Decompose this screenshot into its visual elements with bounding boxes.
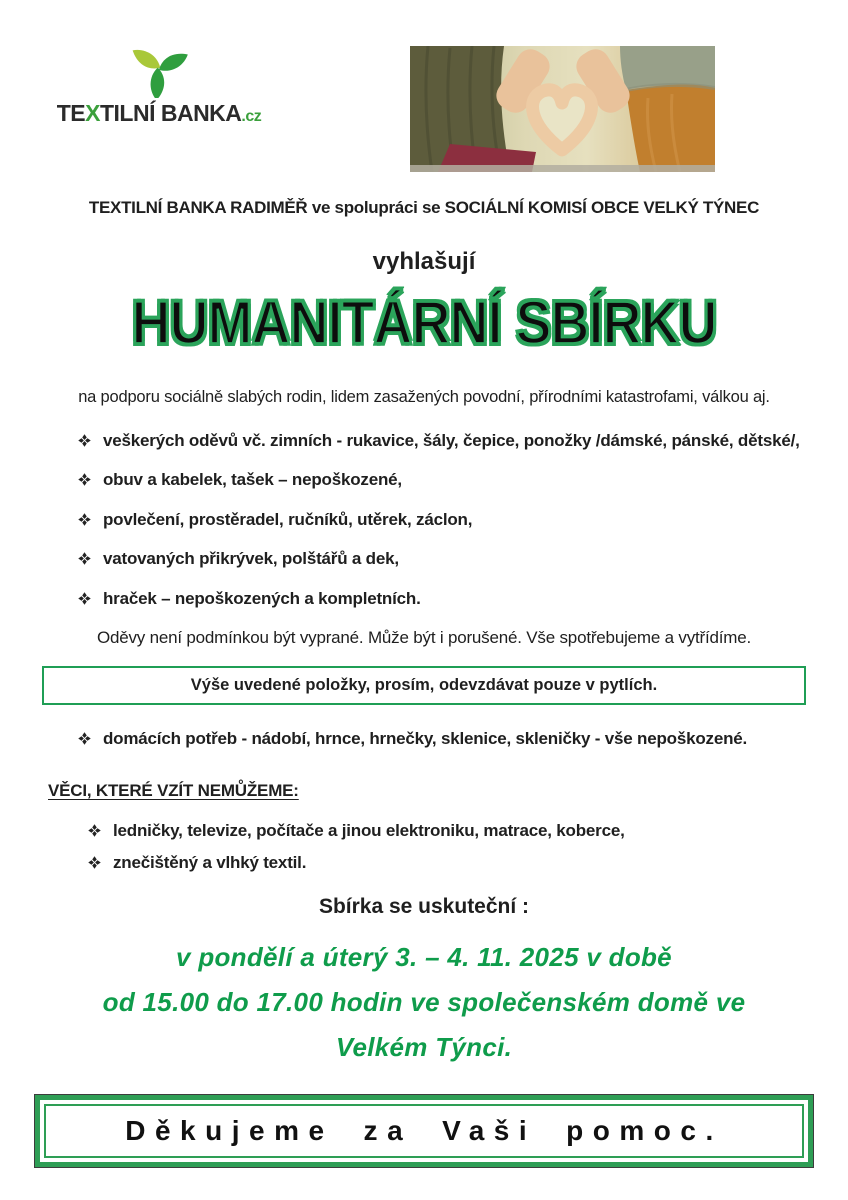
list-item xyxy=(78,470,800,490)
diamond-bullet-icon xyxy=(88,856,101,869)
schedule-block xyxy=(0,935,848,1070)
diamond-bullet-icon xyxy=(78,732,91,745)
list-item xyxy=(88,853,800,873)
list-item-text: obuv a kabelek, tašek – nepoškozené, xyxy=(103,470,402,490)
list-item xyxy=(78,431,800,451)
list-item-text: ledničky, televize, počítače a jinou elektroniku, matrace, koberce, xyxy=(113,821,625,841)
diamond-bullet-icon xyxy=(78,434,91,447)
thanks-box xyxy=(34,1094,814,1168)
purpose-line: na podporu sociálně slabých rodin, lidem zasažených povodní, přírodními katastrofami, válkou aj. xyxy=(78,388,770,406)
header xyxy=(0,0,848,186)
list-item xyxy=(78,510,800,530)
logo-text-post: TILNÍ BANKA xyxy=(99,100,242,126)
diamond-bullet-icon xyxy=(78,513,91,526)
cannot-take-list xyxy=(88,821,800,873)
household-list xyxy=(78,729,800,749)
list-item xyxy=(88,821,800,841)
hands-forming-heart-photo xyxy=(410,46,715,172)
schedule-line-1: v pondělí a úterý 3. – 4. 11. 2025 v době xyxy=(176,942,672,973)
diamond-bullet-icon xyxy=(88,824,101,837)
list-item-text: povlečení, prostěradel, ručníků, utěrek, záclon, xyxy=(103,509,473,529)
schedule-heading: Sbírka se uskuteční : xyxy=(318,895,530,919)
organizers-line: TEXTILNÍ BANKA RADIMĚŘ ve spolupráci se SOCIÁLNÍ KOMISÍ OBCE VELKÝ TÝNEC xyxy=(88,198,760,217)
list-item xyxy=(78,589,800,609)
schedule-line-3: Velkém Týnci. xyxy=(335,1032,513,1063)
announce-word: vyhlašují xyxy=(372,248,476,275)
list-item xyxy=(78,729,800,749)
list-item-text: znečištěný a vlhký textil. xyxy=(113,852,307,872)
collect-list xyxy=(78,431,800,609)
list-item xyxy=(78,549,800,569)
diamond-bullet-icon xyxy=(78,552,91,565)
schedule-line-2: od 15.00 do 17.00 hodin ve společenském domě ve xyxy=(102,987,746,1018)
cannot-take-heading: VĚCI, KTERÉ VZÍT NEMŮŽEME: xyxy=(48,781,299,801)
list-item-text: veškerých oděvů vč. zimních - rukavice, šály, čepice, ponožky /dámské, pánské, dětské/, xyxy=(103,431,800,450)
page-title: HUMANITÁRNÍ SBÍRKU xyxy=(131,288,717,358)
diamond-bullet-icon xyxy=(78,473,91,486)
diamond-bullet-icon xyxy=(78,592,91,605)
logo-figure-x: X xyxy=(85,100,100,126)
three-leaves-swirl-icon xyxy=(125,36,193,98)
list-item-text: domácích potřeb - nádobí, hrnce, hrnečky, sklenice, skleničky - vše nepoškozené. xyxy=(103,728,748,748)
list-item-text: hraček – nepoškozených a kompletních. xyxy=(103,588,421,608)
logo-wordmark xyxy=(44,100,274,127)
washed-note: Oděvy není podmínkou být vyprané. Může být i porušené. Vše spotřebujeme a vytřídíme. xyxy=(96,627,752,647)
bags-only-box: Výše uvedené položky, prosím, odevzdávat pouze v pytlích. xyxy=(42,666,806,705)
thanks-text: Děkujeme za Vaši pomoc. xyxy=(125,1115,723,1147)
logo-tld: .cz xyxy=(241,108,262,125)
list-item-text: vatovaných přikrývek, polštářů a dek, xyxy=(103,549,399,569)
textilni-banka-logo xyxy=(44,36,274,127)
logo-text-pre: TE xyxy=(56,100,86,126)
